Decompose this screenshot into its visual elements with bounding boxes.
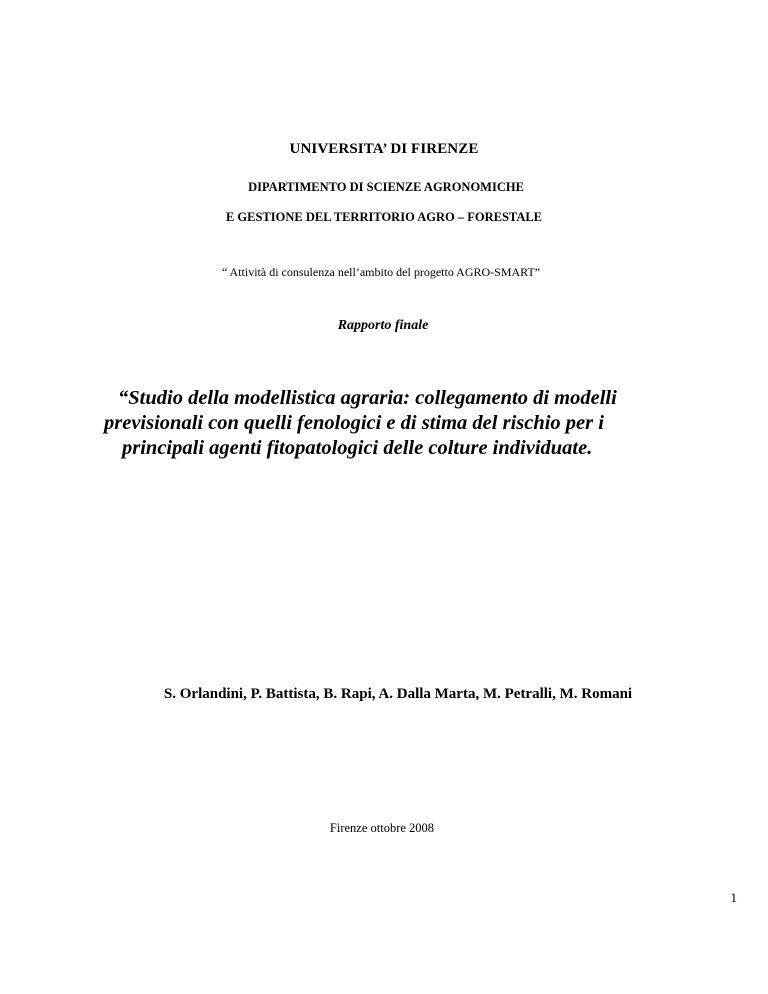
place-date: Firenze ottobre 2008 (329, 821, 435, 835)
report-title-line-2: previsionali con quelli fenologici e di stima del rischio per i (104, 412, 604, 434)
report-type: Rapporto finale (337, 318, 429, 333)
department-line-2: E GESTIONE DEL TERRITORIO AGRO – FORESTALE (225, 210, 543, 224)
consultancy-subtitle: “ Attività di consulenza nell’ambito del progetto AGRO-SMART” (221, 265, 541, 279)
department-line-1: DIPARTIMENTO DI SCIENZE AGRONOMICHE (248, 180, 524, 194)
page-number: 1 (730, 890, 737, 905)
university-name: UNIVERSITA’ DI FIRENZE (289, 141, 479, 157)
report-title-line-1: “Studio della modellistica agraria: collegamento di modelli (118, 387, 617, 409)
authors-list: S. Orlandini, P. Battista, B. Rapi, A. Dalla Marta, M. Petralli, M. Romani (163, 686, 633, 702)
report-title-line-3: principali agenti fitopatologici delle colture individuate. (122, 437, 593, 459)
